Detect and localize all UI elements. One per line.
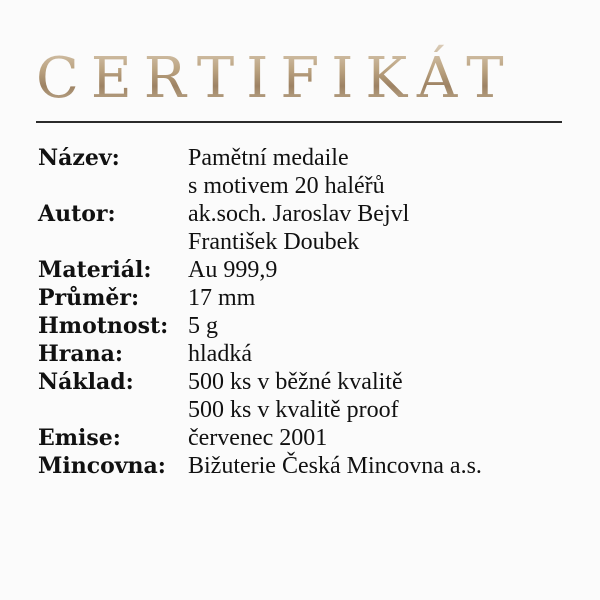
- detail-value-autor-line-1: ak.soch. Jaroslav Bejvl: [188, 201, 410, 227]
- detail-value-material-line-1: Au 999,9: [188, 257, 278, 283]
- detail-value-autor-line-2: František Doubek: [188, 229, 360, 255]
- detail-row-hmotnost: [38, 312, 578, 340]
- detail-value-naklad-line-2: 500 ks v kvalitě proof: [188, 397, 399, 423]
- detail-value-nazev-line-1: Pamětní medaile: [188, 145, 349, 171]
- detail-row-autor: [38, 200, 578, 256]
- detail-row-nazev: [38, 144, 578, 200]
- detail-label-naklad: Náklad:: [38, 369, 134, 395]
- detail-value-nazev-line-2: s motivem 20 haléřů: [188, 173, 385, 199]
- detail-value-hmotnost-line-1: 5 g: [188, 313, 218, 339]
- detail-row-emise: [38, 424, 578, 452]
- detail-row-hrana: [38, 340, 578, 368]
- detail-values-autor: [188, 200, 578, 256]
- detail-row-mincovna: [38, 452, 578, 480]
- detail-row-naklad: [38, 368, 578, 424]
- detail-label-material: Materiál:: [38, 257, 152, 283]
- detail-label-hmotnost: Hmotnost:: [38, 313, 169, 339]
- detail-value-prumer-line-1: 17 mm: [188, 285, 256, 311]
- detail-label-nazev: Název:: [38, 145, 120, 171]
- detail-value-mincovna-line-1: Bižuterie Česká Mincovna a.s.: [188, 453, 482, 479]
- detail-label-autor: Autor:: [38, 201, 116, 227]
- detail-values-nazev: [188, 144, 578, 200]
- detail-value-hrana-line-1: hladká: [188, 341, 252, 367]
- detail-label-emise: Emise:: [38, 425, 121, 451]
- detail-row-prumer: [38, 284, 578, 312]
- certificate-details: [38, 144, 578, 480]
- detail-label-hrana: Hrana:: [38, 341, 124, 367]
- detail-value-naklad-line-1: 500 ks v běžné kvalitě: [188, 369, 403, 395]
- detail-values-naklad: [188, 368, 578, 424]
- detail-values-emise: [188, 424, 578, 452]
- detail-values-mincovna: [188, 452, 578, 480]
- detail-row-material: [38, 256, 578, 284]
- detail-value-emise-line-1: červenec 2001: [188, 425, 328, 451]
- detail-values-hmotnost: [188, 312, 578, 340]
- detail-label-prumer: Průměr:: [38, 285, 140, 311]
- detail-values-hrana: [188, 340, 578, 368]
- detail-values-prumer: [188, 284, 578, 312]
- certificate-title: CERTIFIKÁT: [36, 44, 576, 114]
- title-divider: [36, 121, 562, 123]
- detail-values-material: [188, 256, 578, 284]
- detail-label-mincovna: Mincovna:: [38, 453, 166, 479]
